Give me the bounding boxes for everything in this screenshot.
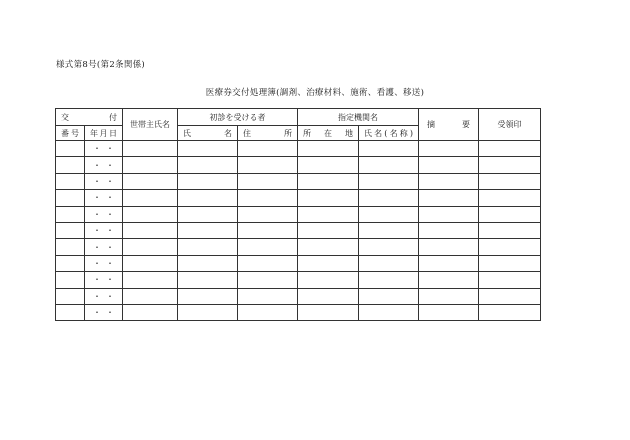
header-row-1: [56, 109, 576, 126]
header-patient-group: 初診を受ける者: [178, 109, 298, 126]
cell-patient-address: [238, 141, 298, 157]
cell-patient-address: [238, 173, 298, 189]
date-separator-dot: ・: [92, 193, 101, 203]
cell-number: [56, 255, 85, 271]
date-separator-dot: ・: [106, 144, 115, 154]
cell-patient-name: [178, 255, 238, 271]
cell-institution-name: [359, 255, 419, 271]
cell-date: [85, 206, 123, 222]
cell-receipt-seal: [479, 272, 541, 288]
cell-institution-location: [298, 304, 359, 320]
table-row: [56, 222, 576, 238]
table-row: [56, 173, 576, 189]
cell-patient-address: [238, 222, 298, 238]
cell-householder-name: [123, 272, 178, 288]
cell-institution-location: [298, 222, 359, 238]
cell-summary: [419, 141, 479, 157]
cell-summary: [419, 272, 479, 288]
table-row: [56, 272, 576, 288]
cell-receipt-seal: [479, 288, 541, 304]
date-separator-dot: ・: [92, 144, 101, 154]
cell-receipt-seal: [479, 304, 541, 320]
header-receipt-seal: 受領印: [479, 109, 541, 141]
cell-number: [56, 141, 85, 157]
header-issue-group: 交 付: [56, 109, 123, 126]
cell-receipt-seal: [479, 255, 541, 271]
cell-institution-location: [298, 288, 359, 304]
cell-date: [85, 304, 123, 320]
cell-number: [56, 239, 85, 255]
cell-patient-address: [238, 239, 298, 255]
cell-patient-address: [238, 272, 298, 288]
cell-patient-name: [178, 272, 238, 288]
cell-patient-address: [238, 157, 298, 173]
cell-patient-address: [238, 288, 298, 304]
cell-summary: [419, 222, 479, 238]
cell-number: [56, 190, 85, 206]
cell-receipt-seal: [479, 239, 541, 255]
cell-patient-name: [178, 206, 238, 222]
cell-receipt-seal: [479, 222, 541, 238]
header-patient-address: 住 所: [238, 126, 298, 141]
table-row: [56, 206, 576, 222]
date-separator-dot: ・: [92, 291, 101, 301]
cell-householder-name: [123, 190, 178, 206]
cell-number: [56, 304, 85, 320]
date-separator-dot: ・: [106, 258, 115, 268]
date-separator-dot: ・: [92, 226, 101, 236]
cell-institution-location: [298, 173, 359, 189]
cell-summary: [419, 239, 479, 255]
issuance-register-table: [55, 108, 576, 321]
cell-institution-name: [359, 173, 419, 189]
header-householder-name: 世帯主氏名: [123, 109, 178, 141]
header-institution-group: 指定機関名: [298, 109, 419, 126]
date-separator-dot: ・: [106, 160, 115, 170]
cell-householder-name: [123, 304, 178, 320]
date-separator-dot: ・: [106, 308, 115, 318]
cell-date: [85, 222, 123, 238]
cell-householder-name: [123, 255, 178, 271]
cell-summary: [419, 255, 479, 271]
cell-date: [85, 288, 123, 304]
header-date: 年月日: [85, 126, 123, 141]
cell-date: [85, 157, 123, 173]
cell-householder-name: [123, 239, 178, 255]
cell-number: [56, 206, 85, 222]
cell-householder-name: [123, 206, 178, 222]
cell-summary: [419, 206, 479, 222]
date-separator-dot: ・: [106, 209, 115, 219]
form-title: 医療券交付処理簿(調剤、治療材料、施術、看護、移送): [205, 88, 425, 98]
date-separator-dot: ・: [92, 308, 101, 318]
cell-receipt-seal: [479, 206, 541, 222]
cell-receipt-seal: [479, 157, 541, 173]
date-separator-dot: ・: [106, 176, 115, 186]
date-separator-dot: ・: [92, 209, 101, 219]
date-separator-dot: ・: [106, 291, 115, 301]
cell-institution-location: [298, 255, 359, 271]
date-separator-dot: ・: [106, 275, 115, 285]
cell-date: [85, 173, 123, 189]
table-row: [56, 141, 576, 157]
cell-institution-location: [298, 206, 359, 222]
cell-number: [56, 222, 85, 238]
cell-institution-name: [359, 304, 419, 320]
cell-patient-name: [178, 190, 238, 206]
date-separator-dot: ・: [106, 226, 115, 236]
cell-patient-address: [238, 304, 298, 320]
cell-householder-name: [123, 141, 178, 157]
table-row: [56, 255, 576, 271]
form-number: 様式第8号(第2条関係): [56, 60, 146, 70]
date-separator-dot: ・: [106, 193, 115, 203]
cell-number: [56, 173, 85, 189]
cell-number: [56, 288, 85, 304]
cell-date: [85, 255, 123, 271]
cell-institution-location: [298, 190, 359, 206]
cell-number: [56, 157, 85, 173]
cell-householder-name: [123, 222, 178, 238]
cell-institution-name: [359, 288, 419, 304]
cell-summary: [419, 157, 479, 173]
cell-receipt-seal: [479, 173, 541, 189]
cell-date: [85, 141, 123, 157]
header-patient-name: 氏 名: [178, 126, 238, 141]
cell-institution-name: [359, 190, 419, 206]
date-separator-dot: ・: [92, 160, 101, 170]
cell-summary: [419, 288, 479, 304]
cell-institution-location: [298, 272, 359, 288]
cell-institution-location: [298, 157, 359, 173]
date-separator-dot: ・: [92, 242, 101, 252]
header-institution-name: 氏名(名称): [359, 126, 419, 141]
cell-patient-address: [238, 206, 298, 222]
header-number: 番号: [56, 126, 85, 141]
cell-patient-address: [238, 255, 298, 271]
cell-patient-name: [178, 157, 238, 173]
table-row: [56, 239, 576, 255]
cell-patient-address: [238, 190, 298, 206]
cell-institution-name: [359, 272, 419, 288]
table-row: [56, 157, 576, 173]
cell-institution-name: [359, 239, 419, 255]
cell-number: [56, 272, 85, 288]
cell-householder-name: [123, 173, 178, 189]
cell-receipt-seal: [479, 141, 541, 157]
cell-summary: [419, 190, 479, 206]
date-separator-dot: ・: [106, 242, 115, 252]
cell-institution-location: [298, 141, 359, 157]
cell-summary: [419, 173, 479, 189]
cell-institution-name: [359, 222, 419, 238]
date-separator-dot: ・: [92, 176, 101, 186]
cell-patient-name: [178, 304, 238, 320]
cell-date: [85, 190, 123, 206]
cell-householder-name: [123, 288, 178, 304]
cell-institution-name: [359, 157, 419, 173]
cell-institution-name: [359, 141, 419, 157]
cell-householder-name: [123, 157, 178, 173]
cell-patient-name: [178, 141, 238, 157]
header-summary: 摘 要: [419, 109, 479, 141]
cell-patient-name: [178, 239, 238, 255]
date-separator-dot: ・: [92, 275, 101, 285]
cell-patient-name: [178, 222, 238, 238]
table-row: [56, 304, 576, 320]
cell-date: [85, 239, 123, 255]
cell-patient-name: [178, 173, 238, 189]
cell-receipt-seal: [479, 190, 541, 206]
cell-patient-name: [178, 288, 238, 304]
table-row: [56, 288, 576, 304]
cell-institution-name: [359, 206, 419, 222]
cell-date: [85, 272, 123, 288]
cell-institution-location: [298, 239, 359, 255]
cell-summary: [419, 304, 479, 320]
header-institution-location: 所在地: [298, 126, 359, 141]
date-separator-dot: ・: [92, 258, 101, 268]
table-row: [56, 190, 576, 206]
